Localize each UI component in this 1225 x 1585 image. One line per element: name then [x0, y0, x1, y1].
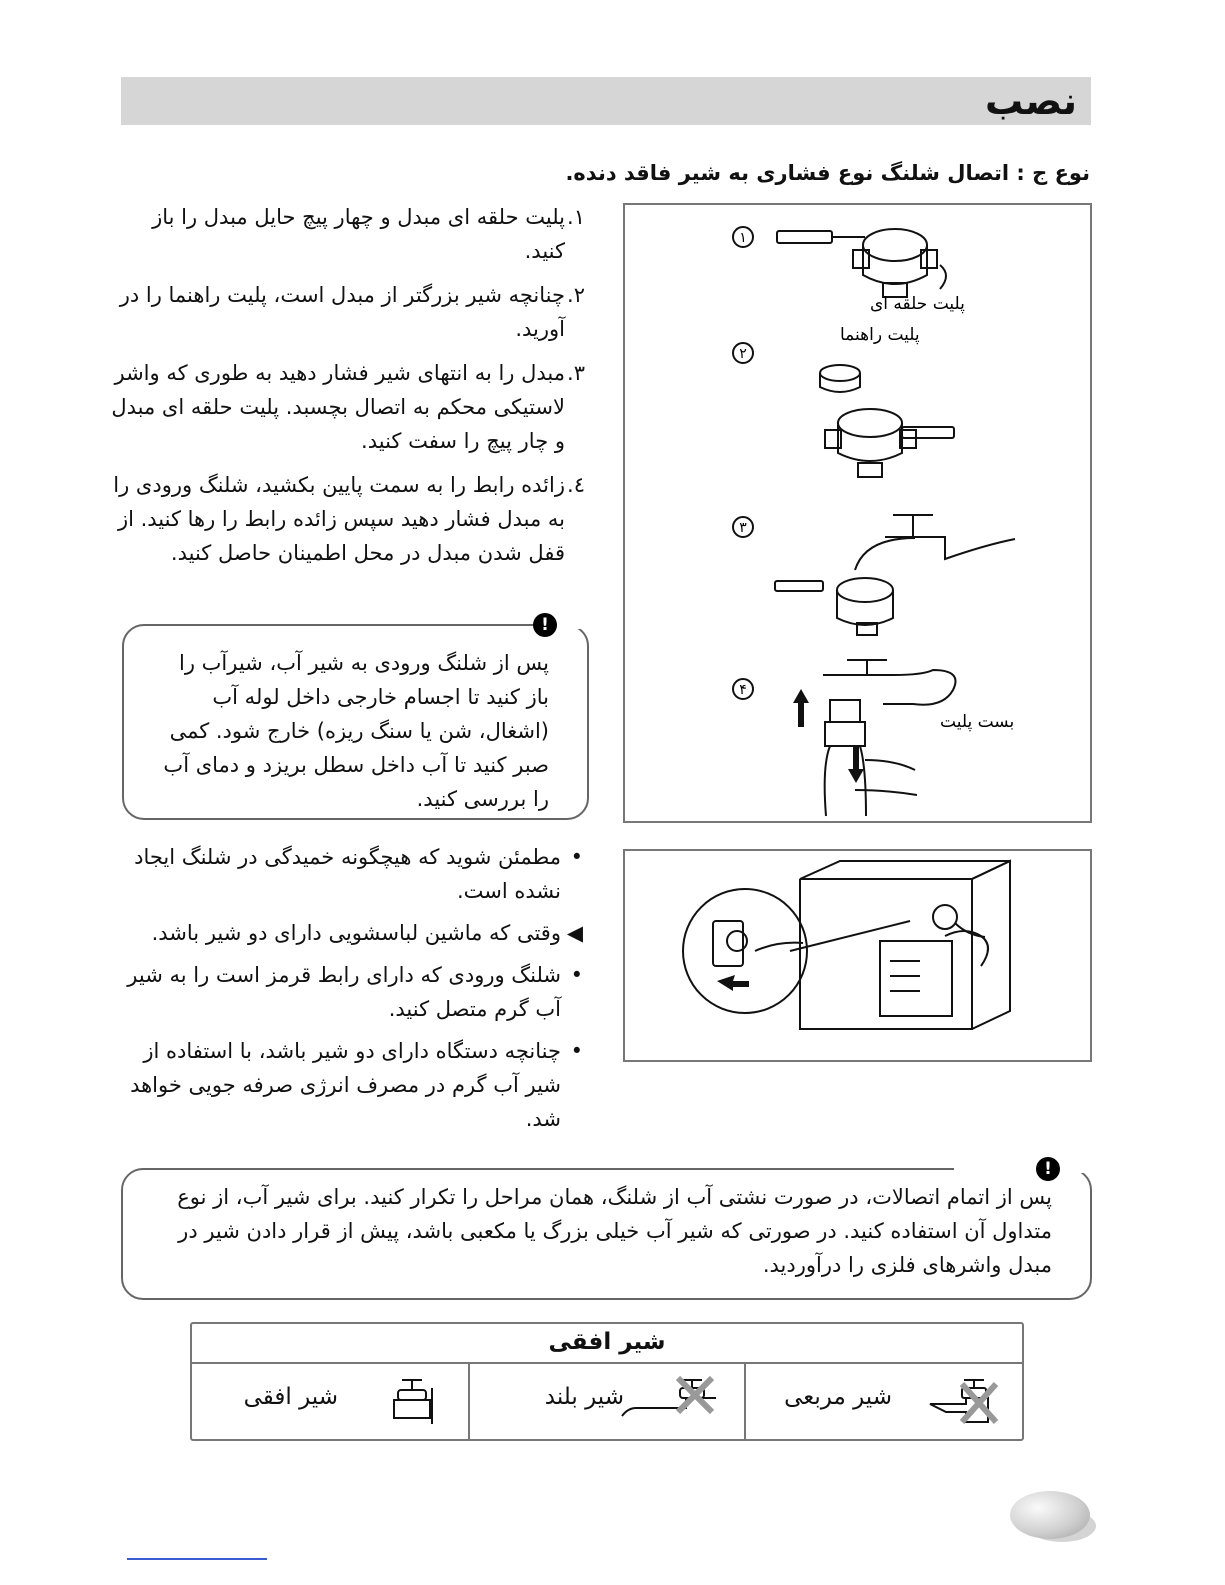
step-item: [110, 200, 585, 268]
section-subtitle: نوع ج : اتصال شلنگ نوع فشاری به شیر فاقد دنده.: [565, 161, 1090, 185]
bullet-icon: •: [570, 845, 583, 869]
warning-icon: !: [1036, 1157, 1060, 1181]
step-item: [110, 356, 585, 458]
tap-type-label: شیر مربعی: [784, 1384, 892, 1410]
tap-type-horizontal: [192, 1364, 470, 1439]
step-item: [110, 468, 585, 570]
table-title: شیر افقی: [192, 1324, 1022, 1364]
warning-icon: !: [533, 613, 557, 637]
tap-type-label: شیر بلند: [544, 1384, 624, 1410]
caution-note: [122, 615, 589, 820]
bullet-text: شلنگ ورودی که دارای رابط قرمز است را به شیر آب گرم متصل کنید.: [127, 963, 561, 1021]
step-item: [110, 278, 585, 346]
bullet-item: [108, 916, 583, 950]
tap-type-square: [746, 1364, 1022, 1439]
bullet-icon: •: [570, 963, 583, 987]
page-number-badge: [1010, 1491, 1090, 1539]
caution-text: پس از اتمام اتصالات، در صورت نشتی آب از شلنگ، همان مراحل را تکرار کنید. برای شیر آب، از نوع متداول آن استفاده کنید. در صورتی که شیر آب خیلی بزرگ یا مکعبی باشد، پیش از قرار دادن شیر در مبدل واشرهای فلزی را درآوردید.: [177, 1185, 1052, 1277]
triangle-left-icon: ◀: [566, 921, 583, 945]
page-title: نصب: [985, 79, 1077, 123]
tap-types-table: [190, 1322, 1024, 1441]
bullet-text: وقتی که ماشین لباسشویی دارای دو شیر باشد.: [151, 921, 561, 945]
tap-type-label: شیر افقی: [243, 1384, 338, 1410]
figure-step-number: ۳: [739, 520, 747, 536]
figure-step-number: ۴: [739, 682, 747, 698]
ring-plate-label: پلیت حلقه ای: [870, 294, 965, 314]
footer-link-line: [127, 1558, 267, 1560]
bullet-text: چنانچه دستگاه دارای دو شیر باشد، با استفاده از شیر آب گرم در مصرف انرژی صرفه جویی خواهد شد.: [130, 1039, 561, 1131]
bullet-item: [108, 840, 583, 908]
installation-illustration: [625, 205, 1090, 821]
figure-step-number: ۲: [739, 346, 747, 362]
horizontal-tap-icon: [382, 1374, 442, 1429]
bullet-icon: •: [570, 1039, 583, 1063]
step-text: زائده رابط را به سمت پایین بکشید، شلنگ ورودی را به مبدل فشار دهید سپس زائده رابط را رها کنید. از قفل شدن مبدل در محل اطمینان حاصل کنید.: [113, 473, 565, 565]
bullet-item: [108, 1034, 583, 1136]
bullet-list: [108, 840, 583, 1144]
bullet-item: [108, 958, 583, 1026]
step-number: ۱.: [567, 205, 585, 229]
step-number: ٤.: [567, 473, 585, 497]
step-number: ۳.: [567, 361, 585, 385]
steps-list: [110, 200, 585, 580]
dual-tap-illustration: [625, 851, 1090, 1060]
caution-note-bottom: [121, 1159, 1092, 1300]
step-text: پلیت حلقه ای مبدل و چهار پیچ حایل مبدل را باز کنید.: [152, 205, 565, 263]
step-number: ۲.: [567, 283, 585, 307]
installation-steps-figure: [623, 203, 1092, 823]
header-bar: [121, 77, 1091, 125]
dual-tap-figure: [623, 849, 1092, 1062]
step-text: چنانچه شیر بزرگتر از مبدل است، پلیت راهنما را در آورید.: [119, 283, 565, 341]
bullet-text: مطمئن شوید که هیچگونه خمیدگی در شلنگ ایجاد نشده است.: [134, 845, 561, 903]
clamp-label: بست پلیت: [940, 712, 1015, 732]
square-tap-crossed-icon: [926, 1374, 1001, 1429]
tap-type-long: [470, 1364, 746, 1439]
figure-step-number: ۱: [739, 230, 747, 246]
step-text: مبدل را به انتهای شیر فشار دهید به طوری که واشر لاستیکی محکم به اتصال بچسبد. پلیت حلقه ای مبدل و چار پیچ را سفت کنید.: [111, 361, 565, 453]
guide-plate-label: پلیت راهنما: [840, 325, 920, 345]
caution-text: پس از شلنگ ورودی به شیر آب، شیرآب را باز کنید تا اجسام خارجی داخل لوله آب (اشغال، شن یا سنگ ریزه) خارج شود. کمی صبر کنید تا آب داخل سطل بریزد و دمای آب را بررسی کنید.: [163, 651, 549, 811]
long-tap-crossed-icon: [620, 1374, 730, 1429]
